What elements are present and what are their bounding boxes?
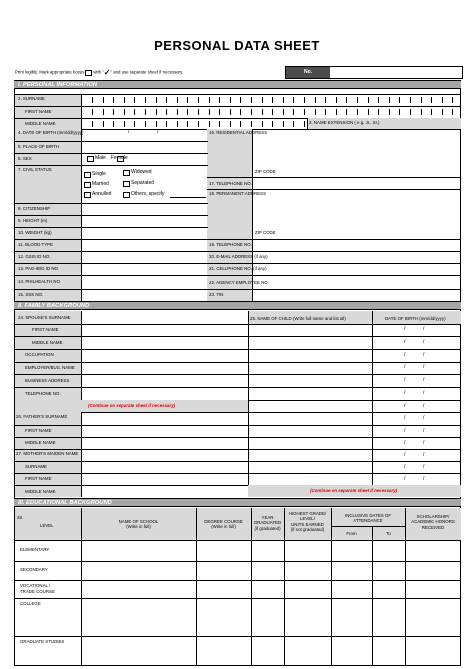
inclusive-dates-header: INCLUSIVE DATES OF ATTENDANCE xyxy=(344,513,392,524)
char-box-tick xyxy=(346,109,347,115)
annulled-label: Annulled xyxy=(92,191,112,197)
others-label: Others, specify xyxy=(131,191,165,197)
char-box-tick xyxy=(442,97,443,103)
form-number-field[interactable] xyxy=(285,66,463,79)
char-box-tick xyxy=(124,121,125,127)
child-dob-slash: / xyxy=(404,440,406,446)
school-header: NAME OF SCHOOL (Write in full) xyxy=(118,519,159,530)
row-line xyxy=(14,275,461,276)
first-name-label: FIRST NAME xyxy=(25,109,52,114)
children-label: 25. NAME OF CHILD (Write full name and list all) xyxy=(250,316,346,321)
char-box-tick xyxy=(92,109,93,115)
char-box-tick xyxy=(304,97,305,103)
char-box-tick xyxy=(272,97,273,103)
char-box-tick xyxy=(134,97,135,103)
form-number-label: No. xyxy=(286,67,330,78)
pob-label: 5. PLACE OF BIRTH xyxy=(18,144,59,149)
char-box-tick xyxy=(209,97,210,103)
col-line xyxy=(405,508,406,666)
child-dob-slash: / xyxy=(404,364,406,370)
child-dob-slash: / xyxy=(423,440,425,446)
married-checkbox[interactable] xyxy=(84,182,91,188)
char-box-tick xyxy=(92,121,93,127)
child-dob-label: DATE OF BIRTH (mm/dd/yyyy) xyxy=(385,316,446,321)
row-line xyxy=(14,324,461,325)
char-box-tick xyxy=(262,121,263,127)
char-box-tick xyxy=(421,109,422,115)
char-box-tick xyxy=(304,109,305,115)
char-box-tick xyxy=(156,97,157,103)
section-education-header: III. EDUCATIONAL BACKGROUND xyxy=(14,498,461,507)
agency-employee-label: 22. AGENCY EMPLOYEE NO. xyxy=(209,280,269,285)
char-box-tick xyxy=(251,97,252,103)
widowed-checkbox[interactable] xyxy=(123,170,130,176)
row-line xyxy=(14,636,461,637)
char-box-tick xyxy=(399,109,400,115)
others-checkbox[interactable] xyxy=(123,192,130,198)
char-box-tick xyxy=(103,109,104,115)
telephone-label-1: 17. TELEPHONE NO. xyxy=(209,181,252,186)
char-box-tick xyxy=(230,121,231,127)
char-box-tick xyxy=(357,97,358,103)
char-box-tick xyxy=(219,97,220,103)
char-box-tick xyxy=(240,109,241,115)
char-box-tick xyxy=(283,121,284,127)
char-box-tick xyxy=(442,109,443,115)
char-box-tick xyxy=(272,109,273,115)
row-line xyxy=(14,215,208,216)
char-box-tick xyxy=(134,109,135,115)
char-box-tick xyxy=(251,109,252,115)
citizenship-label: 8. CITIZENSHIP xyxy=(18,206,51,211)
row-line xyxy=(207,189,461,190)
res-address-label: 16. RESIDENTIAL ADDRESS xyxy=(209,130,268,135)
child-dob-slash: / xyxy=(404,476,406,482)
year-graduated-header: YEAR GRADUATED (if graduated) xyxy=(253,515,282,531)
child-dob-slash: / xyxy=(404,390,406,396)
tin-label: 23. TIN xyxy=(209,292,224,297)
row-line xyxy=(14,449,461,450)
child-dob-slash: / xyxy=(423,476,425,482)
char-box-tick xyxy=(103,121,104,127)
col-line xyxy=(251,508,252,666)
education-num-label: 28. xyxy=(17,515,24,520)
level-header: LEVEL xyxy=(40,523,54,528)
char-box-tick xyxy=(389,97,390,103)
child-dob-slash: / xyxy=(423,390,425,396)
char-box-tick xyxy=(378,97,379,103)
weight-label: 10. WEIGHT (kg) xyxy=(18,230,52,235)
char-box-tick xyxy=(304,121,305,127)
char-box-tick xyxy=(134,121,135,127)
row-line xyxy=(14,461,461,462)
child-dob-slash: / xyxy=(404,415,406,421)
char-box-tick xyxy=(283,97,284,103)
child-dob-slash: / xyxy=(404,339,406,345)
dob-slash: / xyxy=(128,129,130,135)
char-box-tick xyxy=(124,97,125,103)
instructions-text-1: Print legibly. Mark appropriate boxes xyxy=(15,69,85,75)
child-dob-slash: / xyxy=(404,326,406,332)
char-box-tick xyxy=(177,109,178,115)
level-elementary: ELEMENTARY xyxy=(20,547,50,552)
char-box-tick xyxy=(431,109,432,115)
child-dob-slash: / xyxy=(423,352,425,358)
char-box-tick xyxy=(262,109,263,115)
dob-label: 4. DATE OF BIRTH (mm/dd/yyyy) xyxy=(18,130,84,135)
row-line xyxy=(14,425,461,426)
char-box-tick xyxy=(378,109,379,115)
zip-code-label-2: ZIP CODE xyxy=(255,230,276,235)
col-line xyxy=(81,508,82,666)
level-graduate: GRADUATE STUDIES xyxy=(20,639,65,644)
perm-address-label: 18. PERMANENT ADDRESS xyxy=(209,191,267,196)
child-dob-slash: / xyxy=(404,352,406,358)
others-specify-line xyxy=(170,197,206,198)
sample-checkbox-icon xyxy=(85,70,92,76)
char-box-tick xyxy=(166,109,167,115)
char-box-tick xyxy=(187,97,188,103)
row-line xyxy=(14,561,461,562)
char-box-tick xyxy=(187,121,188,127)
row-line xyxy=(14,580,461,581)
char-box-tick xyxy=(230,109,231,115)
char-box-tick xyxy=(219,121,220,127)
telephone-label-2: 19. TELEPHONE NO. xyxy=(209,242,252,247)
char-box-tick xyxy=(103,97,104,103)
char-box-tick xyxy=(166,97,167,103)
char-box-tick xyxy=(399,97,400,103)
occupation-label: OCCUPATION xyxy=(25,352,54,357)
char-box-tick xyxy=(198,109,199,115)
spouse-middle-name-label: MIDDLE NAME xyxy=(32,340,63,345)
highest-grade-header: HIGHEST GRADE/ LEVEL/ UNITS EARNED (if not graduated) xyxy=(288,511,327,532)
row-line xyxy=(14,263,461,264)
row-line xyxy=(14,289,461,290)
char-box-tick xyxy=(283,109,284,115)
child-dob-slash: / xyxy=(404,377,406,383)
instructions-text-2: with " xyxy=(93,69,104,75)
char-box-tick xyxy=(346,97,347,103)
email-label: 20. E-MAIL ADDRESS (if any) xyxy=(209,254,268,259)
char-box-tick xyxy=(272,121,273,127)
row-line xyxy=(14,412,461,413)
zip-code-label-1: ZIP CODE xyxy=(255,169,276,174)
child-dob-slash: / xyxy=(423,452,425,458)
child-dob-slash: / xyxy=(423,326,425,332)
father-middle-name-label: MIDDLE NAME xyxy=(25,440,56,445)
col-line xyxy=(372,526,373,666)
child-dob-slash: / xyxy=(404,403,406,409)
row-line xyxy=(14,473,461,474)
char-box-tick xyxy=(209,109,210,115)
child-dob-slash: / xyxy=(404,464,406,470)
char-box-tick xyxy=(452,97,453,103)
char-box-tick xyxy=(452,109,453,115)
blood-type-label: 11. BLOOD TYPE xyxy=(18,242,53,247)
char-box-tick xyxy=(293,121,294,127)
char-box-tick xyxy=(421,97,422,103)
char-box-tick xyxy=(368,97,369,103)
separated-checkbox[interactable] xyxy=(123,181,130,187)
char-box-tick xyxy=(240,97,241,103)
section-personal-header: I. PERSONAL INFORMATION xyxy=(14,80,461,89)
annulled-checkbox[interactable] xyxy=(84,192,91,198)
child-dob-slash: / xyxy=(423,377,425,383)
row-line xyxy=(14,251,461,252)
char-box-tick xyxy=(113,121,114,127)
char-box-tick xyxy=(389,109,390,115)
char-box-tick xyxy=(219,109,220,115)
male-label: Male xyxy=(95,155,106,161)
child-dob-slash: / xyxy=(423,464,425,470)
row-line xyxy=(14,437,461,438)
char-box-tick xyxy=(262,97,263,103)
instructions xyxy=(15,68,183,77)
business-address-label: BUSINESS ADDRESS xyxy=(25,378,70,383)
height-label: 9. HEIGHT (m) xyxy=(18,218,48,223)
single-label: Single xyxy=(92,171,106,177)
char-box-tick xyxy=(431,97,432,103)
female-label: Female xyxy=(111,155,128,161)
spouse-first-name-label: FIRST NAME xyxy=(32,327,59,332)
char-box-tick xyxy=(368,109,369,115)
row-line xyxy=(207,177,461,178)
section-family-header: II. FAMILY BACKGROUND xyxy=(14,301,461,310)
row-line xyxy=(14,153,208,154)
char-box-tick xyxy=(198,97,199,103)
char-box-tick xyxy=(177,97,178,103)
child-dob-slash: / xyxy=(404,428,406,434)
char-box-tick xyxy=(177,121,178,127)
row-line xyxy=(14,374,461,375)
degree-header: DEGREE COURSE (Write in full) xyxy=(204,519,243,530)
pagibig-label: 13. PAG-IBIG ID NO. xyxy=(18,266,60,271)
col-line xyxy=(307,118,308,129)
row-line xyxy=(14,598,461,599)
single-checkbox[interactable] xyxy=(84,172,91,178)
char-box-tick xyxy=(145,97,146,103)
level-college: COLLEGE xyxy=(20,601,41,606)
row-line xyxy=(14,349,461,350)
col-line xyxy=(81,94,82,129)
father-first-name-label: FIRST NAME xyxy=(25,428,52,433)
row-line xyxy=(14,336,461,337)
char-box-tick xyxy=(156,109,157,115)
char-box-tick xyxy=(293,109,294,115)
row-line xyxy=(14,362,461,363)
from-header: From xyxy=(346,531,357,536)
char-box-tick xyxy=(113,97,114,103)
row-line xyxy=(14,239,461,240)
checkmark-icon: ✓ xyxy=(103,68,111,77)
char-box-tick xyxy=(410,109,411,115)
row-line xyxy=(14,165,208,166)
char-box-tick xyxy=(198,121,199,127)
married-label: Married xyxy=(92,181,109,187)
char-box-tick xyxy=(209,121,210,127)
philhealth-label: 14. PHILHEALTH NO. xyxy=(18,279,62,284)
page-title: PERSONAL DATA SHEET xyxy=(154,38,320,53)
row-line xyxy=(14,227,208,228)
civil-status-label: 7. CIVIL STATUS xyxy=(18,167,52,172)
sex-label: 6. SEX xyxy=(18,156,32,161)
char-box-tick xyxy=(336,109,337,115)
char-box-tick xyxy=(315,109,316,115)
spouse-surname-label: 24. SPOUSE'S SURNAME xyxy=(18,315,71,320)
char-box-tick xyxy=(315,97,316,103)
child-dob-slash: / xyxy=(423,415,425,421)
mother-middle-name-label: MIDDLE NAME xyxy=(25,489,56,494)
row-line xyxy=(14,203,208,204)
row-line xyxy=(14,540,461,541)
char-box-tick xyxy=(124,109,125,115)
sss-label: 15. SSS NO. xyxy=(18,292,44,297)
instructions-text-3: " and use separate sheet if necessary. xyxy=(110,69,184,75)
char-box-tick xyxy=(410,97,411,103)
char-box-tick xyxy=(187,109,188,115)
char-box-tick xyxy=(293,97,294,103)
char-box-tick xyxy=(166,121,167,127)
row-line xyxy=(331,526,405,527)
col-line xyxy=(196,508,197,666)
male-checkbox[interactable] xyxy=(87,156,94,162)
char-box-tick xyxy=(145,109,146,115)
level-secondary: SECONDARY xyxy=(20,567,48,572)
child-dob-slash: / xyxy=(423,403,425,409)
col-line xyxy=(372,311,373,497)
to-header: To xyxy=(386,531,391,536)
name-extension-label: 3. NAME EXTENSION ( e.g. Jr., Sr.) xyxy=(309,120,380,125)
middle-name-label: MIDDLE NAME xyxy=(25,121,56,126)
child-dob-slash: / xyxy=(404,452,406,458)
char-box-tick xyxy=(336,97,337,103)
father-surname-label: 26. FATHER'S SURNAME xyxy=(16,414,68,419)
surname-label: 2. SURNAME xyxy=(18,96,45,101)
row-line xyxy=(14,387,461,388)
honors-header: SCHOLARSHIP/ ACADEMIC HONORS RECEIVED xyxy=(411,514,455,530)
separated-label: Separated xyxy=(131,180,155,186)
level-vocational: VOCATIONAL / TRADE COURSE xyxy=(20,583,55,594)
child-dob-slash: / xyxy=(423,428,425,434)
char-box-tick xyxy=(325,97,326,103)
widowed-label: Widowed xyxy=(131,169,152,175)
char-box-tick xyxy=(145,121,146,127)
char-box-tick xyxy=(156,121,157,127)
mother-maiden-label: 27. MOTHER'S MAIDEN NAME xyxy=(16,451,79,456)
dob-slash: / xyxy=(157,129,159,135)
row-line xyxy=(14,141,208,142)
char-box-tick xyxy=(240,121,241,127)
char-box-tick xyxy=(230,97,231,103)
mother-surname-label: SURNAME xyxy=(25,464,47,469)
continue-note-2: (Continue on separate sheet if necessary) xyxy=(310,488,398,493)
child-dob-slash: / xyxy=(423,339,425,345)
char-box-tick xyxy=(357,109,358,115)
telephone-label-spouse: TELEPHONE NO. xyxy=(25,391,61,396)
char-box-tick xyxy=(251,121,252,127)
continue-note-1: (Continue on separate sheet if necessary) xyxy=(88,403,176,408)
char-box-tick xyxy=(325,109,326,115)
char-box-tick xyxy=(92,97,93,103)
gsis-label: 12. GSIS ID NO. xyxy=(18,254,51,259)
col-line xyxy=(248,311,249,497)
mother-first-name-label: FIRST NAME xyxy=(25,476,52,481)
employer-label: EMPLOYER/BUS. NAME xyxy=(25,365,75,370)
child-dob-slash: / xyxy=(423,364,425,370)
char-box-tick xyxy=(113,109,114,115)
cellphone-label: 21. CELLPHONE NO. (if any) xyxy=(209,266,267,271)
